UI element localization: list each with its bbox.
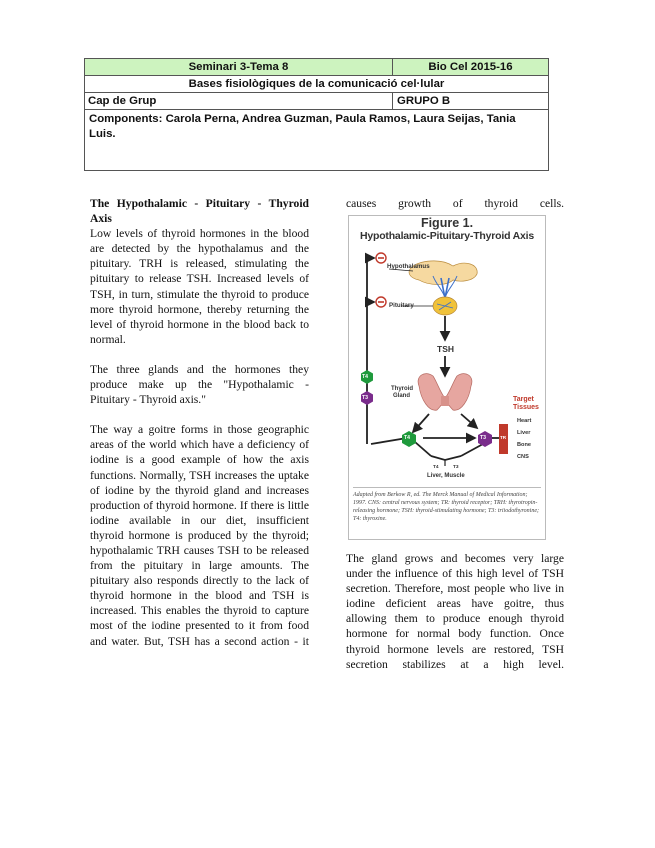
label-tissues: Tissues — [513, 404, 539, 411]
label-tr: TR — [500, 435, 507, 440]
seminar-title: Seminari 3-Tema 8 — [85, 59, 393, 75]
label-cns: CNS — [517, 454, 529, 460]
figure-subtitle: Hypothalamic-Pituitary-Thyroid Axis — [359, 230, 535, 242]
header-row-title — [85, 59, 548, 76]
thyroid-gland-illustration — [418, 374, 472, 411]
label-bone: Bone — [517, 442, 531, 448]
label-t4-left: T4 — [362, 374, 369, 380]
label-target: Target — [513, 396, 534, 403]
label-t4-cycle: T4 — [404, 435, 411, 441]
figure-hpt-axis — [348, 215, 546, 540]
label-t4-bottom: T4 — [433, 465, 439, 470]
header-row-components — [85, 110, 548, 170]
components-list: Components: Carola Perna, Andrea Guzman, Paula Ramos, Laura Seijas, Tania Luis. — [89, 113, 516, 140]
figure-title: Figure 1. — [420, 216, 474, 230]
header-row-subtitle — [85, 76, 548, 93]
header-row-group — [85, 93, 548, 110]
right-column-top-line: causes growth of thyroid cells. — [346, 197, 564, 210]
seminar-subtitle: Bases fisiològiques de la comunicació cel·lular — [188, 78, 445, 90]
label-t3-left: T3 — [362, 395, 369, 401]
label-gland: Gland — [393, 393, 411, 399]
figure-caption: Adapted from Berkow R, ed. The Merck Manual of Medical Information; 1997. CNS: central nervous system; TR: thyroid receptor; TRH: thyrotropin-releasing hormone; TSH: thyroid-stimulating hormone; T3: triiodothyronine; T4: thyroxine. — [353, 487, 541, 523]
label-liver: Liver — [517, 430, 531, 436]
group-label: GRUPO B — [397, 95, 451, 107]
label-t3-bottom: T3 — [453, 465, 459, 470]
section-heading: The Hypothalamic - Pituitary - Thyroid Axis — [90, 197, 309, 226]
label-t3-cycle: T3 — [480, 435, 487, 441]
label-thyroid: Thyroid — [391, 386, 413, 392]
label-pituitary: Pituitary — [389, 302, 414, 309]
paragraph-3: The way a goitre forms in those geographic areas of the world which have a deficiency of iodine is a good example of how the axis functions. Normally, TSH increases the uptake of iodine by the thyroid gland and increases production of thyroid hormone. If there is little iodine available in our diet, insufficient thyroid hormone is produced by the thyroid; hypothalamic TRH causes TSH to be released from the pituitary in large amounts. The pituitary also responds directly to the lack of thyroid hormone in the blood and TSH is increased. This enables the thyroid to capture most of the iodine presented to it from food and water. But, TSH has a second action - it — [90, 423, 309, 648]
cap-de-grup-label: Cap de Grup — [85, 93, 393, 109]
paragraph-1: Low levels of thyroid hormones in the blood are detected by the hypothalamus and the pituitary. TRH is released, stimulating the pituitary to release TSH. Increased levels of TSH, in turn, stimulate the thyroid to produce more thyroid hormone, thereby returning the level of thyroid hormone in the blood back to normal. — [90, 227, 309, 346]
label-hypothalamus: Hypothalamus — [387, 263, 430, 270]
label-tsh: TSH — [437, 344, 454, 354]
header-table — [84, 58, 549, 171]
left-column — [90, 196, 309, 649]
paragraph-2: The three glands and the hormones they produce make up the "Hypothalamic - Pituitary - Thyroid axis." — [90, 362, 309, 407]
label-liver-muscle: Liver, Muscle — [427, 473, 465, 479]
right-column-paragraph: The gland grows and becomes very large under the influence of this high level of TSH secretion. Therefore, most people who live in iodine deficient areas have goitre, thus allowing them to produce enough thyroid hormone for normal body function. Once thyroid hormone levels are restored, TSH secretion stabilizes at a high level. — [346, 552, 564, 671]
course-label: Bio Cel 2015-16 — [428, 61, 513, 73]
label-heart: Heart — [517, 418, 532, 424]
